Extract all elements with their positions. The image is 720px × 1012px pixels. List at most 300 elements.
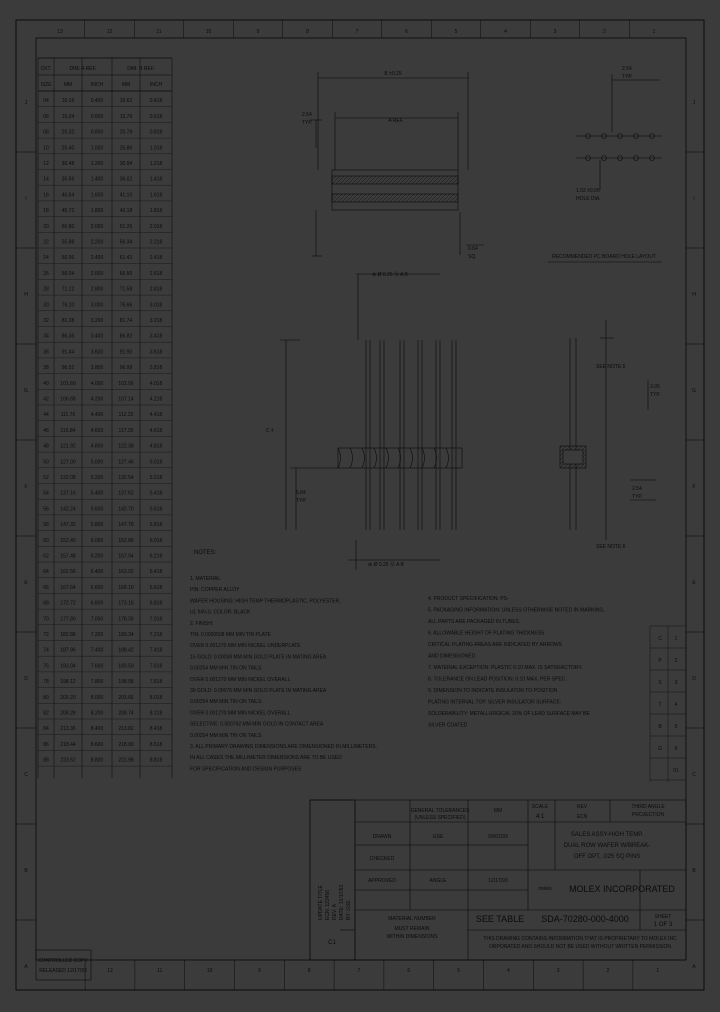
table-cell: 50.80 (61, 223, 75, 230)
table-cell: 208.28 (60, 710, 76, 717)
table-cell: 0.600 (90, 113, 104, 120)
table-cell: 157.94 (118, 553, 134, 560)
left-zone-label: D (24, 676, 28, 682)
notes-title: NOTES: (194, 550, 217, 556)
table-cell: 70 (43, 616, 49, 623)
right-zone-label: H (692, 292, 696, 298)
see-table: SEE TABLE (475, 914, 525, 924)
table-cell: 1.600 (90, 192, 104, 199)
notes-right-line: PLATING INTERVAL TOP. SILVER INSULATOR SURFACE: (428, 699, 562, 706)
table-cell: 6.000 (90, 537, 104, 544)
table-cell: 8.200 (90, 710, 104, 717)
table-cell: 1.200 (90, 161, 104, 167)
table-cell: 106.68 (60, 396, 76, 403)
table-cell: 8.418 (149, 726, 163, 733)
table-cell: 56.34 (119, 239, 133, 246)
approved-label: APPROVED (368, 878, 396, 884)
side-view (280, 274, 462, 570)
top-view (310, 72, 484, 256)
see-note-6: SEE NOTE 6 (596, 544, 626, 550)
datum-top: ⊕ Ø 0.25 Ⓜ A B (372, 272, 408, 278)
notes-left-line: 1. MATERIAL: (190, 576, 222, 582)
table-cell: 6.618 (149, 584, 163, 591)
table-cell: 157.48 (60, 553, 76, 560)
controlled-copy-box (36, 950, 91, 980)
table-cell: 40 (43, 380, 49, 387)
right-zone-label: G (692, 388, 696, 394)
table-cell: 78 (43, 679, 49, 686)
table-cell: 6.018 (149, 537, 163, 544)
table-cell: 3.618 (149, 349, 163, 356)
table-cell: 1.418 (149, 176, 163, 183)
table-cell: 82 (43, 710, 49, 717)
revision-column (310, 800, 355, 960)
dim-left-top: 2.54 (302, 112, 312, 118)
dimension-table (38, 58, 172, 778)
table-cell: 142.24 (60, 506, 76, 513)
table-cell: 86 (43, 741, 49, 748)
notes-left-line: 0.00254 MM MIN TIN ON TAILS (190, 732, 262, 739)
top-zone-label: 5 (454, 29, 458, 35)
table-cell: 223.98 (118, 757, 134, 764)
table-cell: 4.618 (149, 427, 163, 434)
pinout-letter: C (658, 636, 662, 642)
table-cell: 147.78 (118, 522, 134, 529)
dim-right-top-unit: TYP. (622, 74, 633, 80)
table-cell: 38 (43, 365, 49, 372)
table-cell: 04 (43, 98, 49, 105)
table-cell: 42 (43, 396, 49, 403)
right-zone-label: I (693, 196, 695, 202)
dim-left-bottom-unit: TYP. (296, 498, 307, 504)
table-cell: 76 (43, 663, 49, 670)
document-title-line: DUAL ROW WAFER W/BREAK- (563, 843, 651, 849)
table-cell: 30 (43, 302, 49, 309)
table-cell: 62 (43, 553, 49, 560)
table-cell: 08 (43, 129, 49, 136)
revision-note: REV: A (332, 904, 338, 920)
left-zone-label: A (24, 964, 28, 970)
table-cell: 213.82 (118, 726, 134, 733)
pcb-hole-dim-label: HOLE DIA. (576, 196, 601, 202)
top-zone-label: 3 (553, 29, 557, 35)
table-cell: 2.800 (90, 286, 104, 293)
notes-right-line: AND DIMENSIONED. (428, 653, 477, 660)
revision-note: BY: GSE (346, 900, 352, 920)
table-cell: 88 (43, 757, 49, 764)
dim-right-top: 2.54 (622, 66, 632, 72)
table-cell: 2.000 (90, 223, 104, 230)
company-name: MOLEX INCORPORATED (569, 884, 675, 894)
notes-left-line: 3. ALL PRIMARY DRAWING DIMENSIONS ARE DIMENSIONED IN MILLIMETERS. (190, 744, 377, 750)
table-cell: 76.66 (119, 302, 133, 309)
table-cell: 45.72 (61, 208, 75, 215)
see-note-5: SEE NOTE 5 (596, 364, 626, 370)
table-cell: 4.818 (149, 443, 163, 450)
table-cell: 4.400 (90, 412, 104, 419)
table-cell: 203.66 (118, 694, 134, 701)
table-cell: 2.400 (90, 255, 104, 262)
table-cell: 34 (43, 333, 49, 340)
table-cell: 0.418 (149, 98, 163, 105)
table-cell: 86.82 (119, 333, 133, 340)
top-zone-label: 10 (205, 29, 212, 35)
table-cell: 30.48 (61, 161, 75, 167)
proprietary-line2: ORPORATED AND SHOULD NOT BE USED WITHOUT WRITTEN PERMISSION (489, 944, 671, 950)
table-cell: 132.08 (60, 475, 76, 481)
pinout-letter: T (658, 702, 662, 708)
table-cell: 80 (43, 694, 49, 701)
end-view (560, 320, 656, 540)
material-number-label: MATERIAL NUMBER (388, 916, 436, 922)
table-cell: 10 (43, 145, 49, 152)
table-cell: 20.32 (61, 129, 75, 136)
right-zone-label: J (692, 100, 696, 106)
rev-label: REV (576, 804, 588, 810)
table-cell: 2.200 (90, 239, 104, 246)
table-cell: 5.818 (149, 522, 163, 529)
table-cell: 2.600 (90, 270, 104, 277)
scale-value: 4:1 (535, 814, 545, 820)
drawn-by: GSE (432, 834, 444, 840)
table-cell: 111.76 (60, 412, 76, 419)
notes-left-line: 15 GOLD: 0.00038 MM MIN GOLD PLATE IN MATING AREA (190, 654, 327, 661)
table-cell: 5.800 (90, 522, 104, 529)
table-cell: 54 (43, 490, 49, 497)
table-cell: 7.218 (149, 632, 163, 638)
table-cell: 2.418 (149, 255, 163, 262)
checked-label: CHECKED (369, 856, 395, 862)
table-cell: 142.70 (118, 506, 134, 513)
table-cell: 198.12 (60, 679, 76, 686)
table-cell: 137.62 (118, 490, 134, 497)
table-cell: 7.018 (149, 616, 163, 623)
bottom-zone-label: 7 (357, 968, 361, 974)
bottom-zone-label: 9 (258, 968, 261, 974)
table-subheader: MM (121, 82, 131, 88)
table-subheader: SIZE (40, 82, 52, 88)
document-title-line: OFF OPT, .025 SQ PINS (573, 854, 641, 860)
table-cell: 81.74 (119, 318, 133, 324)
table-cell: 6.200 (90, 553, 104, 560)
top-zone-label: 11 (156, 29, 162, 35)
right-zone-label: C (692, 772, 696, 778)
pinout-number: 3 (674, 680, 678, 686)
table-cell: 127.46 (118, 459, 134, 466)
right-zone-label: D (692, 676, 696, 682)
date-approved: 12/17/93 (488, 878, 508, 884)
top-zone-label: 8 (306, 29, 309, 35)
table-cell: 66.04 (61, 270, 75, 277)
table-cell: 102.06 (118, 380, 134, 387)
table-cell: 64 (43, 569, 49, 576)
table-cell: 4.418 (149, 412, 163, 419)
table-cell: 5.418 (149, 490, 163, 497)
table-cell: 91.44 (61, 349, 75, 356)
table-cell: 55.88 (61, 239, 75, 246)
table-cell: 7.000 (90, 616, 104, 623)
table-cell: 1.000 (90, 145, 104, 152)
table-cell: 187.96 (60, 647, 76, 654)
notes-left-line: OVER 0.001270 MM MIN NICKEL OVERALL (190, 710, 291, 717)
table-cell: 20.78 (119, 129, 133, 136)
table-cell: 137.16 (60, 490, 76, 497)
bottom-zone-label: 8 (307, 968, 311, 974)
table-cell: 22 (43, 239, 49, 246)
bottom-zone-label: 6 (407, 968, 411, 974)
table-header-ckt: CKT. (40, 66, 52, 72)
table-cell: 4.200 (90, 396, 104, 403)
pinout-letter: P (658, 658, 662, 664)
table-cell: 8.800 (90, 757, 104, 764)
table-cell: 6.600 (90, 584, 104, 591)
table-cell: 121.92 (60, 443, 76, 450)
table-cell: 2.218 (149, 239, 163, 246)
table-cell: 30.94 (119, 161, 133, 167)
table-cell: 3.800 (90, 365, 104, 372)
table-cell: 4.800 (90, 443, 104, 450)
document-title-line: SALES ASSY-HIGH TEMP. (570, 832, 644, 838)
table-cell: 60 (43, 537, 49, 544)
dim-left-top-unit: TYP. (302, 120, 313, 126)
table-cell: 198.58 (118, 679, 134, 686)
notes-left-line: PIN: COPPER ALLOY (190, 587, 240, 594)
notes-right-line: 4. PRODUCT SPECIFICATION: PS- (428, 596, 509, 602)
table-cell: 132.54 (118, 475, 134, 481)
table-cell: 76.20 (61, 302, 75, 309)
left-zone-label: B (24, 868, 28, 874)
table-subheader: MM (63, 82, 73, 88)
revision-note: UPDATE TITLE (318, 885, 324, 920)
table-header-dim-a: DIM. A REF. (69, 66, 97, 72)
table-cell: 6.418 (149, 569, 163, 576)
table-cell: 72 (43, 632, 49, 638)
notes-left-line: TIN: 0.0000508 MM MIN TIN PLATE (190, 632, 271, 638)
table-cell: 193.50 (118, 663, 134, 670)
notes-left-line: SELECTIVE: 0.000762 MM MIN GOLD IN CONTACT AREA (190, 721, 324, 728)
table-cell: 4.600 (90, 427, 104, 434)
pinout-table (650, 626, 686, 782)
table-cell: 15.70 (119, 113, 133, 120)
pinout-number: 1 (674, 636, 678, 642)
table-cell: 5.618 (149, 506, 163, 513)
table-cell: 1.818 (149, 208, 163, 215)
bottom-zone-label: 11 (157, 968, 163, 974)
notes-right-line: SILVER COATED (428, 722, 468, 729)
table-cell: 4.018 (149, 380, 163, 387)
table-cell: 168.10 (118, 584, 134, 591)
right-zone-markers (686, 100, 704, 1012)
table-cell: 8.600 (90, 741, 104, 748)
left-zone-label: E (24, 580, 28, 586)
notes-right-line: 7. MATERIAL EXCEPTION: PLASTIC 0.10 MAX. IS SATISFACTORY. (428, 665, 583, 671)
table-cell: 8.818 (149, 757, 163, 764)
table-cell: 8.018 (149, 694, 163, 701)
drawn-label: DRAWN (372, 834, 392, 840)
released-date: RELEASED 12/17/93 (39, 968, 87, 974)
table-cell: 36 (43, 349, 49, 356)
left-zone-label: G (24, 388, 28, 394)
table-cell: 223.52 (60, 757, 76, 764)
table-cell: 0.818 (149, 129, 163, 136)
bottom-zone-label: 10 (206, 968, 213, 974)
notes-right-line: ALL PARTS ARE PACKAGED IN TUBES. (428, 619, 521, 625)
table-cell: 7.600 (90, 663, 104, 670)
dim-a-label: A REF. (388, 118, 404, 124)
table-cell: 172.72 (60, 600, 76, 607)
document-number: SDA-70280-000-4000 (541, 914, 629, 924)
notes-right-line: CRITICAL PLATING AREAS ARE INDICATED BY ARROWS (428, 642, 563, 648)
table-cell: 7.400 (90, 647, 104, 654)
pinout-number: 4 (674, 702, 678, 708)
top-zone-label: 12 (106, 29, 113, 35)
table-cell: 8.400 (90, 726, 104, 733)
table-cell: 20 (43, 223, 49, 230)
tolerances-title: GENERAL TOLERANCES (410, 808, 470, 814)
notes-left-line: 0.00254 MM MIN TIN ON TAILS (190, 665, 262, 672)
top-zone-label: 6 (405, 29, 408, 35)
table-cell: 7.418 (149, 647, 163, 654)
proprietary-line1: THIS DRAWING CONTAINS INFORMATION THAT IS PROPRIETARY TO MOLEX INC (483, 936, 677, 942)
table-cell: 84 (43, 726, 49, 733)
table-cell: 163.02 (118, 569, 134, 576)
table-cell: 127.00 (60, 459, 76, 466)
notes-left-line: OVER 0.001270 MM MIN NICKEL OVERALL (190, 676, 291, 683)
table-cell: 5.400 (90, 490, 104, 497)
dim-right-1-unit: TYP. (650, 392, 661, 398)
pinout-number: 5 (674, 724, 678, 730)
table-cell: 61.42 (119, 255, 133, 262)
table-cell: 74 (43, 647, 49, 654)
date-drawn: 09/01/93 (488, 834, 508, 840)
table-cell: 25.86 (119, 145, 133, 152)
table-cell: 10.62 (119, 98, 133, 105)
table-cell: 96.98 (119, 365, 133, 372)
left-zone-label: C (24, 772, 28, 778)
table-cell: 3.218 (149, 318, 163, 324)
table-cell: 218.90 (118, 741, 134, 748)
revision-note: DATE: 12/17/93 (339, 884, 345, 920)
table-cell: 117.30 (118, 427, 134, 434)
table-cell: 12 (43, 161, 49, 167)
table-cell: 25.40 (61, 145, 75, 152)
pinout-letter: B (658, 724, 662, 730)
table-cell: 3.400 (90, 333, 104, 340)
notes-right-line: 5. PACKAGING INFORMATION: UNLESS OTHERWISE NOTED IN MARKING, (428, 607, 605, 614)
notes-right-line: 9. DIMENSION TO INDICATE INSULATOR TO POSITION (428, 688, 558, 694)
left-zone-label: F (24, 484, 28, 490)
table-cell: 162.56 (60, 569, 76, 576)
sheet-label: SHEET (654, 914, 672, 920)
table-cell: 188.42 (118, 647, 134, 654)
pcb-hole-layout (548, 74, 662, 262)
top-zone-label: 1 (652, 29, 656, 35)
table-cell: 46.18 (119, 208, 133, 215)
left-zone-label: H (24, 292, 28, 298)
table-cell: 5.218 (149, 475, 163, 481)
table-cell: 71.12 (61, 286, 75, 293)
table-cell: 112.22 (118, 412, 134, 419)
ecn-label: ECN (576, 814, 588, 820)
table-cell: 8.618 (149, 741, 163, 748)
bottom-zone-label: 1 (656, 968, 660, 974)
right-zone-label: F (692, 484, 696, 490)
notes-right-line: 8. TOLERANCE ON LEAD POSITION: 0.10 MAX. PER SPEC. (428, 676, 567, 683)
table-cell: 116.84 (60, 427, 76, 434)
top-zone-markers (57, 20, 655, 38)
right-zone-label: E (692, 580, 696, 586)
pcb-layout-title: RECOMMENDED PC BOARD HOLE LAYOUT (552, 254, 656, 260)
table-cell: 06 (43, 113, 49, 120)
table-cell: 213.36 (60, 726, 76, 733)
table-subheader: INCH (90, 82, 104, 88)
table-cell: 6.818 (149, 600, 163, 607)
notes-left-line: 0.00254 MM MIN TIN ON TAILS (190, 699, 262, 706)
third-angle-line2: PROJECTION (631, 812, 665, 818)
table-cell: 68 (43, 600, 49, 607)
table-cell: 107.14 (118, 396, 134, 403)
table-subheader: INCH (149, 82, 163, 88)
table-cell: 6.218 (149, 553, 163, 560)
dim-small-unit: SQ. (468, 254, 477, 260)
table-cell: 4.000 (90, 380, 104, 387)
table-cell: 2.818 (149, 286, 163, 293)
table-cell: 8.000 (90, 694, 104, 701)
top-zone-label: 9 (256, 29, 260, 35)
table-cell: 10.16 (61, 98, 75, 105)
angle-label: ANGLE (429, 878, 447, 884)
table-cell: 35.56 (61, 176, 75, 183)
table-cell: 122.38 (118, 443, 134, 450)
table-cell: 16 (43, 192, 49, 199)
table-cell: 1.618 (149, 192, 163, 199)
table-cell: 71.58 (119, 286, 133, 293)
right-zone-label: B (692, 868, 696, 874)
table-cell: 50 (43, 459, 49, 466)
table-cell: 5.000 (90, 459, 104, 466)
table-cell: 1.218 (149, 161, 163, 167)
pinout-letter: G (658, 746, 662, 752)
left-zone-label: J (24, 100, 28, 106)
table-cell: 24 (43, 255, 49, 262)
notes-left-line: 30 GOLD: 0.00076 MM MIN GOLD PLATE IN MATING AREA (190, 688, 327, 694)
right-zone-label: A (692, 964, 696, 970)
notes-right-line: SOLDERABILITY: METALLURGICAL 20% OF LEAD SURFACE MAY BE (428, 711, 590, 717)
table-cell: 44 (43, 412, 49, 419)
table-cell: 86.36 (61, 333, 75, 340)
table-cell: 2.018 (149, 223, 163, 230)
table-cell: 1.400 (90, 176, 104, 183)
table-cell: 218.44 (60, 741, 76, 748)
table-cell: 56 (43, 506, 49, 513)
revision-code: C1 (328, 940, 336, 946)
dim-right-1: 3.05 (650, 384, 660, 390)
pcb-hole-dim: 1.02 ±0.05 (576, 188, 600, 194)
table-cell: 66 (43, 584, 49, 591)
table-cell: 91.90 (119, 349, 133, 356)
table-cell: 36.02 (119, 176, 133, 183)
table-cell: 193.04 (60, 663, 76, 670)
table-cell: 52 (43, 475, 49, 481)
table-cell: 208.74 (118, 710, 134, 717)
table-cell: 48 (43, 443, 49, 450)
notes-left-line: FOR SPECIFICATION AND DESIGN PURPOSES (190, 766, 302, 773)
table-cell: 7.818 (149, 679, 163, 686)
table-cell: 5.018 (149, 459, 163, 466)
table-cell: 26 (43, 270, 49, 277)
table-cell: 46 (43, 427, 49, 434)
table-cell: 0.400 (90, 98, 104, 105)
